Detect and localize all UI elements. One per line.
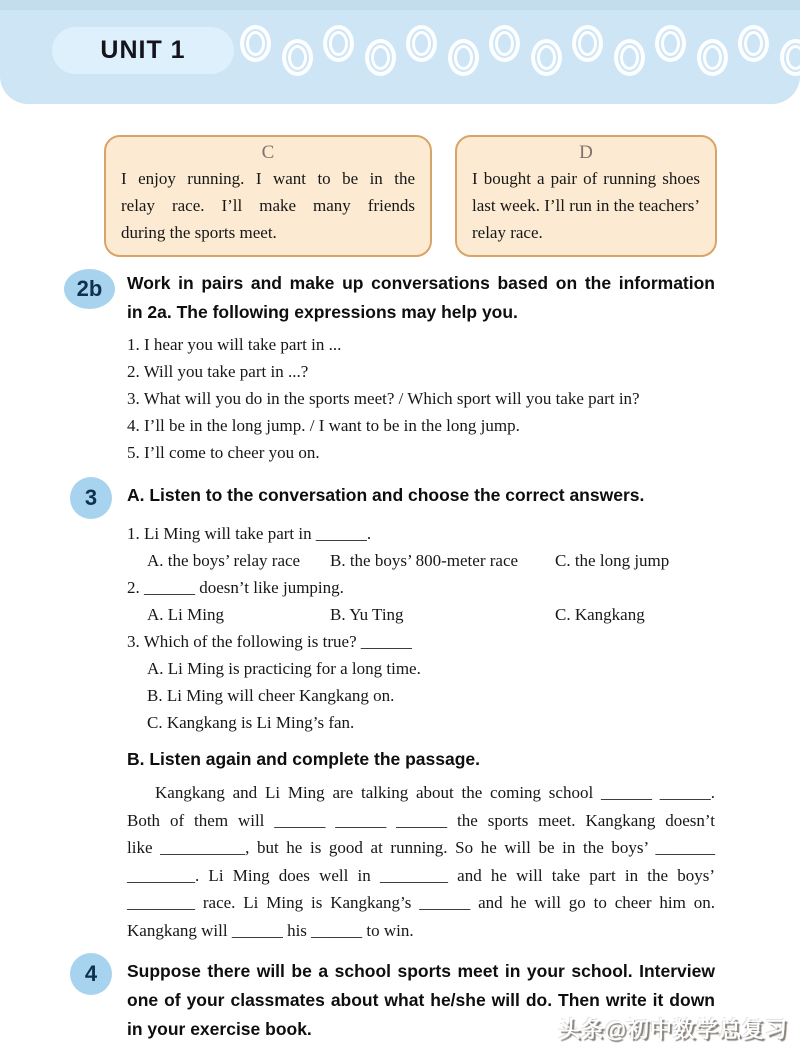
section-2b (76, 269, 715, 466)
instruction-line: in 2a. The following expressions may help you. (127, 302, 518, 322)
unit-label: UNIT 1 (100, 36, 186, 64)
option-item: B. Li Ming will cheer Kangkang on. (147, 686, 395, 705)
question-stem: 1. Li Ming will take part in ______. (127, 524, 372, 543)
expression-item: 4. I’ll be in the long jump. / I want to be in the long jump. (127, 416, 520, 435)
speech-card-d (455, 135, 717, 257)
section-2b-instruction (127, 269, 715, 327)
question-stem: 3. Which of the following is true? ______ (127, 632, 412, 651)
part-a-questions (127, 520, 715, 736)
part-b-heading: B. Listen again and complete the passage. (127, 749, 481, 769)
decorative-rings (240, 0, 800, 104)
section-badge-4: 4 (70, 953, 112, 995)
speech-cards (104, 135, 800, 257)
card-label: D (579, 142, 593, 163)
expression-item: 2. Will you take part in ...? (127, 362, 309, 381)
unit-badge (52, 27, 234, 74)
card-text-line: relay race. I’ll make many friends (121, 196, 415, 215)
ring-icon (282, 39, 313, 76)
ring-icon (365, 39, 396, 76)
option-item: A. the boys’ relay race (147, 551, 301, 570)
expression-item: 5. I’ll come to cheer you on. (127, 443, 320, 462)
ring-icon (240, 25, 271, 62)
ring-icon (448, 39, 479, 76)
watermark: 头条@初中数学总复习 (558, 1017, 788, 1042)
passage-line: Kangkang and Li Ming are talking about the coming school ______ ______. (155, 783, 715, 802)
option-item: A. Li Ming is practicing for a long time. (147, 659, 421, 678)
ring-icon (406, 25, 437, 62)
passage-line: ________. Li Ming does well in ________ and he will take part in the boys’ (127, 865, 715, 885)
ring-icon (323, 25, 354, 62)
ring-icon (531, 39, 562, 76)
option-item: C. Kangkang (555, 605, 645, 624)
ring-icon (655, 25, 686, 62)
section-3 (84, 481, 715, 944)
option-item: C. the long jump (555, 551, 670, 570)
ring-icon (780, 39, 800, 76)
card-text-line: I enjoy running. I want to be in the (121, 169, 415, 188)
passage-line: Kangkang will ______ his ______ to win. (127, 920, 414, 940)
option-item: B. the boys’ 800-meter race (330, 551, 519, 570)
option-item: A. Li Ming (147, 605, 224, 624)
instruction-line: Suppose there will be a school sports meet in your school. Interview (127, 961, 715, 981)
expression-item: 1. I hear you will take part in ... (127, 335, 342, 354)
card-label: C (261, 142, 275, 163)
instruction-line: one of your classmates about what he/she will do. Then write it down (127, 990, 715, 1010)
ring-icon (489, 25, 520, 62)
section-badge-3: 3 (70, 477, 112, 519)
part-a-heading: A. Listen to the conversation and choose the correct answers. (127, 485, 645, 505)
section-badge-2b: 2b (64, 269, 115, 309)
expression-list (127, 331, 715, 466)
option-row (127, 547, 715, 574)
card-text-line: last week. I’ll run in the teachers’ (472, 196, 700, 215)
instruction-line: Work in pairs and make up conversations based on the information (127, 273, 715, 293)
speech-card-c (104, 135, 432, 257)
ring-icon (738, 25, 769, 62)
instruction-line: in your exercise book. (127, 1019, 312, 1039)
option-item: C. Kangkang is Li Ming’s fan. (147, 713, 355, 732)
option-item: B. Yu Ting (330, 605, 404, 624)
passage-line: ________ race. Li Ming is Kangkang’s ______ and he will go to cheer him on. (127, 893, 715, 912)
card-text-line: during the sports meet. (121, 223, 277, 242)
ring-icon (614, 39, 645, 76)
question-stem: 2. ______ doesn’t like jumping. (127, 578, 344, 597)
page-header (0, 0, 800, 104)
card-text-line: I bought a pair of running shoes (472, 169, 700, 188)
ring-icon (697, 39, 728, 76)
ring-icon (572, 25, 603, 62)
passage-line: Both of them will ______ ______ ______ the sports meet. Kangkang doesn’t (127, 810, 715, 830)
passage-line: like __________, but he is good at running. So he will be in the boys’ _______ (127, 838, 715, 857)
option-row (127, 601, 715, 628)
expression-item: 3. What will you do in the sports meet? / Which sport will you take part in? (127, 389, 640, 408)
card-text-line: relay race. (472, 223, 543, 242)
part-b-passage (127, 779, 715, 944)
